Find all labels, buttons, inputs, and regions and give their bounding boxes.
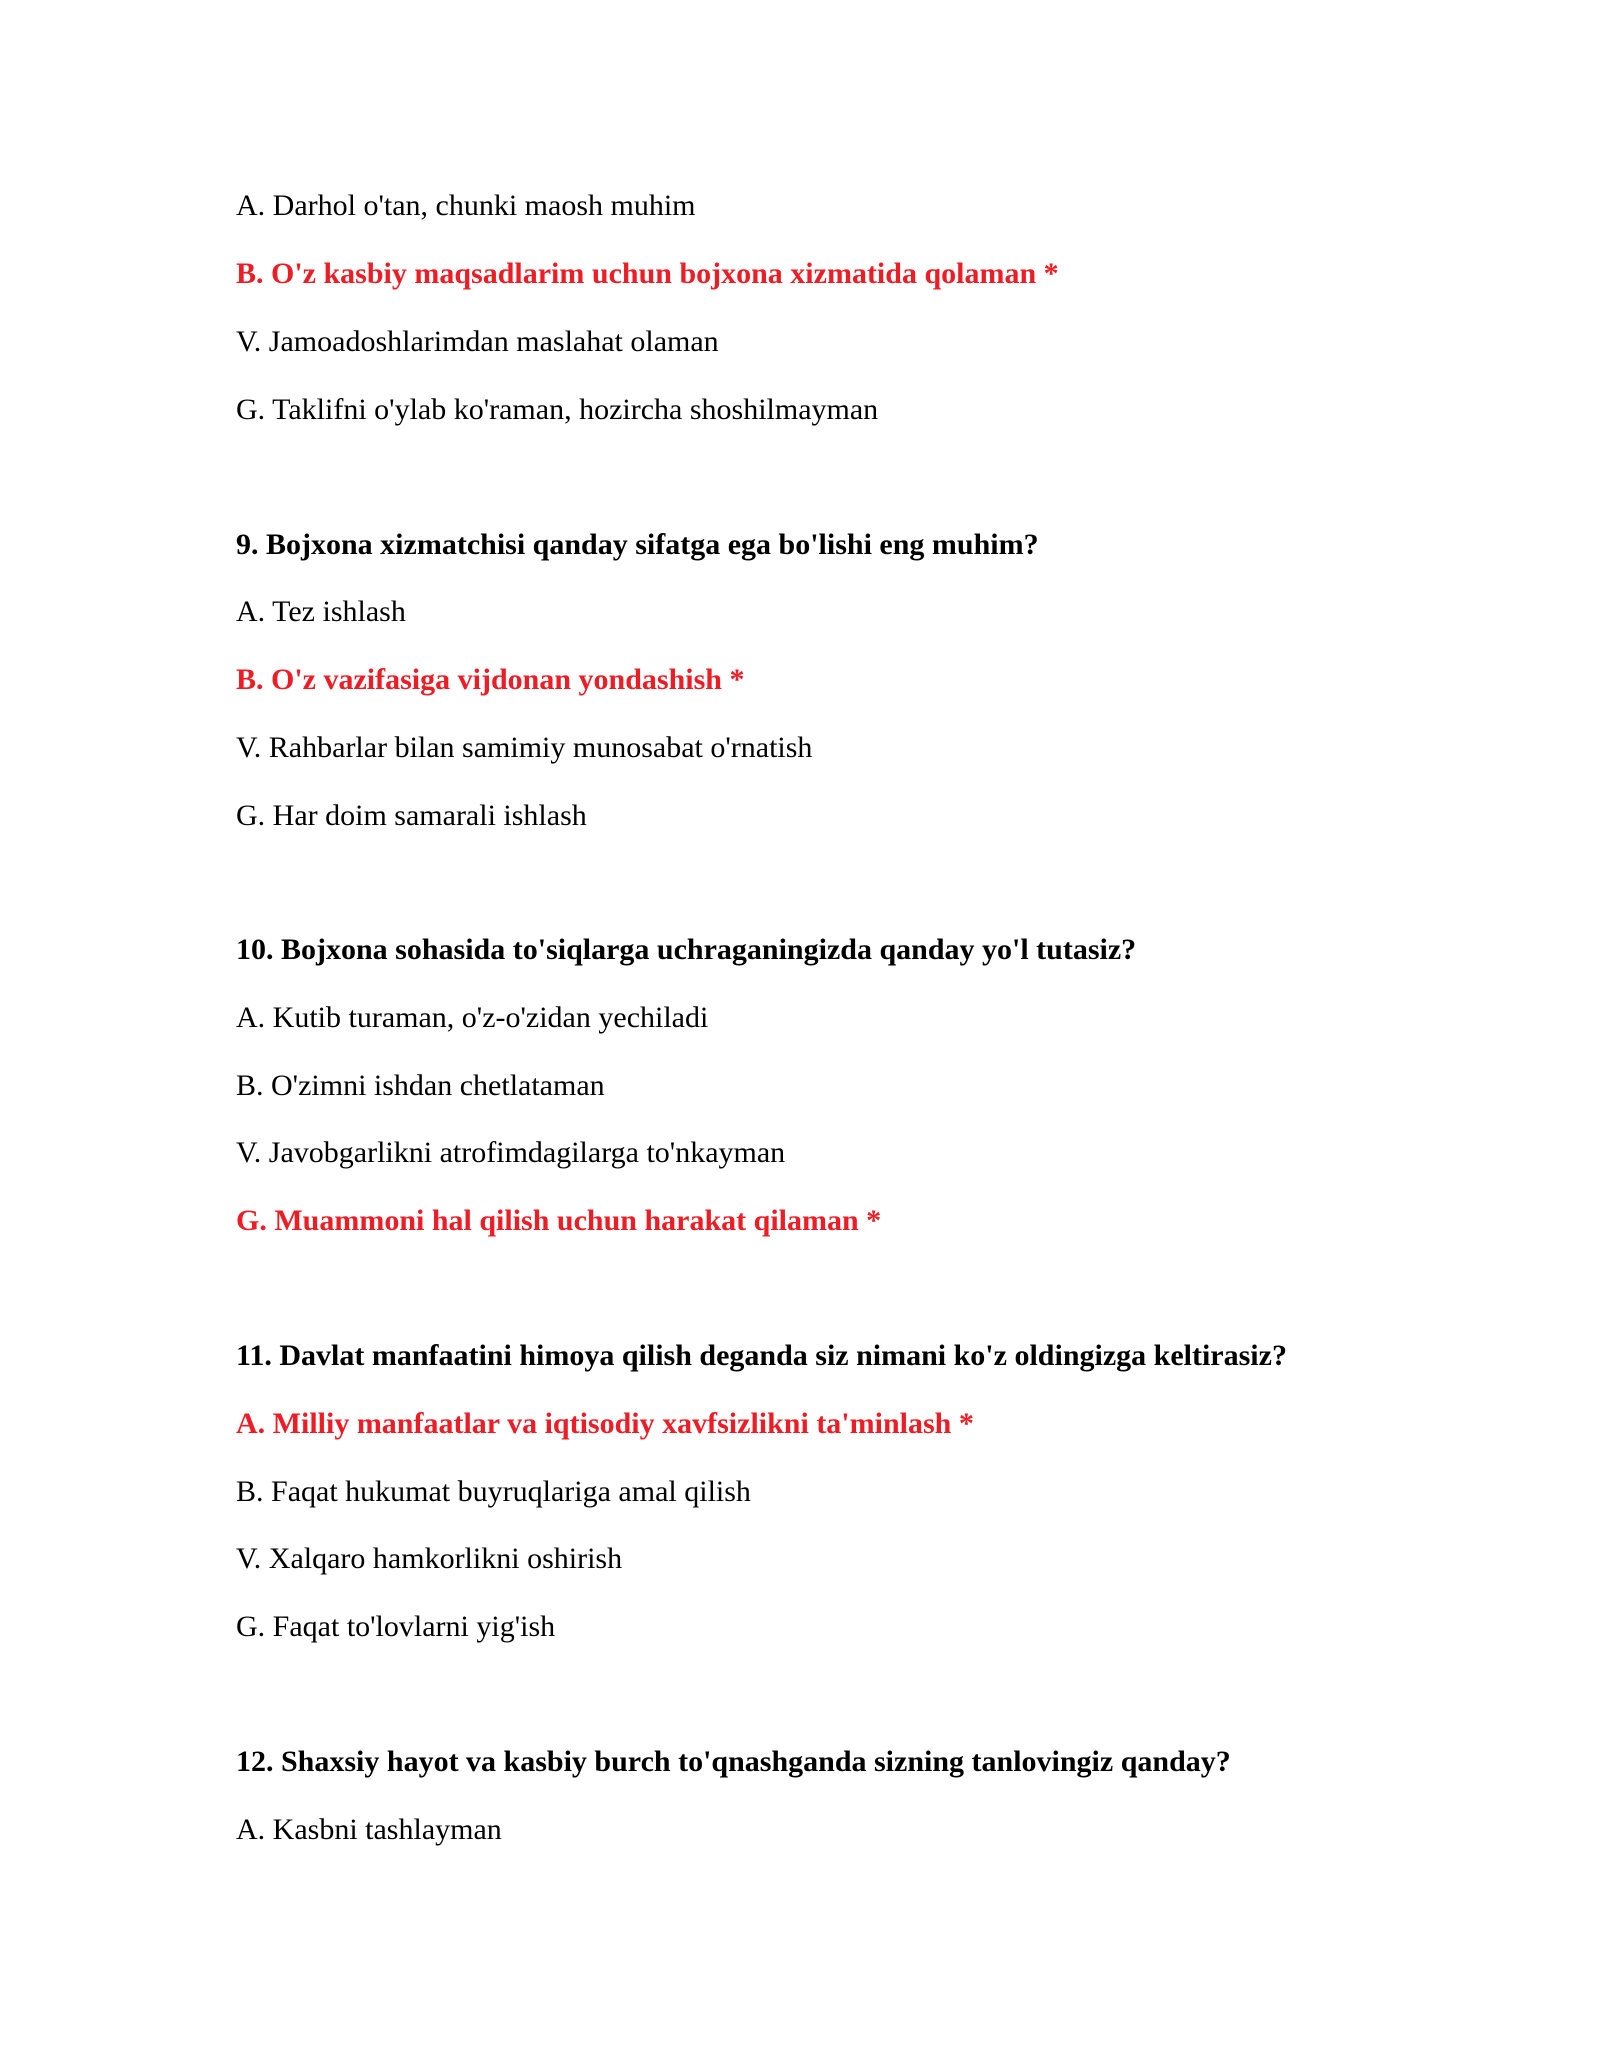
question-heading: 10. Bojxona sohasida to'siqlarga uchraganingizda qanday yo'l tutasiz? [236, 933, 1137, 966]
question-heading: 12. Shaxsiy hayot va kasbiy burch to'qnashganda sizning tanlovingiz qanday? [236, 1745, 1231, 1778]
answer-option: G. Har doim samarali ishlash [236, 799, 587, 832]
answer-option: A. Kutib turaman, o'z-o'zidan yechiladi [236, 1001, 709, 1034]
answer-option: V. Jamoadoshlarimdan maslahat olaman [236, 325, 719, 358]
answer-option: A. Tez ishlash [236, 595, 406, 628]
answer-option: V. Xalqaro hamkorlikni oshirish [236, 1542, 623, 1575]
answer-option: A. Kasbni tashlayman [236, 1813, 502, 1846]
correct-answer-option: B. O'z vazifasiga vijdonan yondashish * [236, 663, 745, 696]
answer-option: G. Faqat to'lovlarni yig'ish [236, 1610, 556, 1643]
question-heading: 11. Davlat manfaatini himoya qilish deganda siz nimani ko'z oldingizga keltirasiz? [236, 1339, 1287, 1372]
answer-option: B. Faqat hukumat buyruqlariga amal qilish [236, 1475, 751, 1508]
answer-option: B. O'zimni ishdan chetlataman [236, 1069, 605, 1102]
correct-answer-option: B. O'z kasbiy maqsadlarim uchun bojxona xizmatida qolaman * [236, 257, 1059, 290]
answer-option: V. Javobgarlikni atrofimdagilarga to'nkayman [236, 1136, 786, 1169]
question-heading: 9. Bojxona xizmatchisi qanday sifatga ega bo'lishi eng muhim? [236, 528, 1039, 561]
answer-option: G. Taklifni o'ylab ko'raman, hozircha shoshilmayman [236, 393, 879, 426]
answer-option: A. Darhol o'tan, chunki maosh muhim [236, 189, 696, 222]
answer-option: V. Rahbarlar bilan samimiy munosabat o'rnatish [236, 731, 813, 764]
correct-answer-option: G. Muammoni hal qilish uchun harakat qilaman * [236, 1204, 882, 1237]
correct-answer-option: A. Milliy manfaatlar va iqtisodiy xavfsizlikni ta'minlash * [236, 1407, 974, 1440]
